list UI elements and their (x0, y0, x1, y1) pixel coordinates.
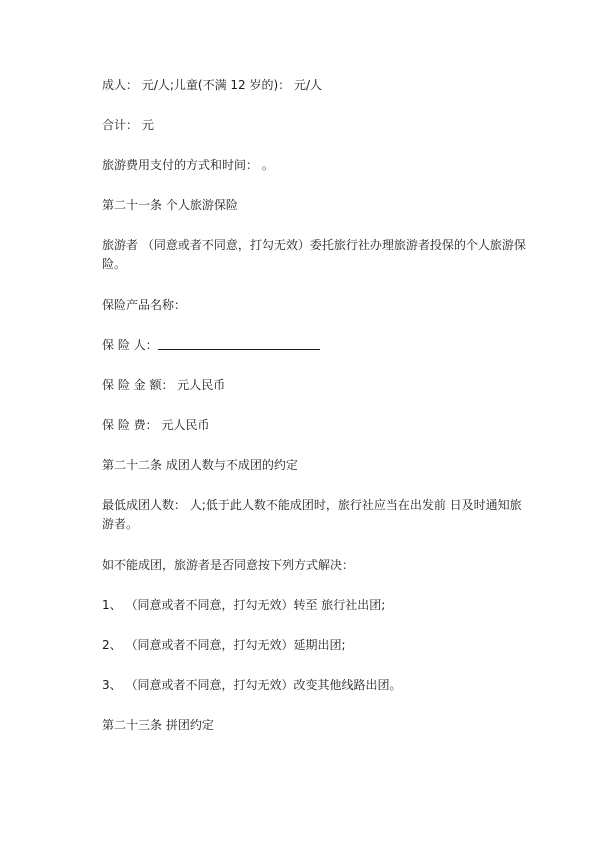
insurer-blank (158, 337, 320, 350)
article-21-heading: 第二十一条 个人旅游保险 (102, 198, 238, 212)
option-1-line: 1、 （同意或者不同意，打勾无效）转至 旅行社出团; (102, 598, 386, 612)
option-3-line: 3、 （同意或者不同意，打勾无效）改变其他线路出团。 (102, 678, 402, 692)
insurance-consent-paragraph: 旅游者 （同意或者不同意，打勾无效）委托旅行社办理旅游者投保的个人旅游保险。 (102, 238, 526, 271)
group-failure-options-intro: 如不能成团，旅游者是否同意按下列方式解决： (102, 558, 355, 572)
minimum-group-size-paragraph: 最低成团人数： 人;低于此人数不能成团时，旅行社应当在出发前 日及时通知旅游者。 (102, 498, 522, 531)
article-22-heading: 第二十二条 成团人数与不成团的约定 (102, 458, 298, 472)
insurer-line (102, 336, 320, 355)
adult-child-price-line: 成人： 元/人;儿童(不满 12 岁的)： 元/人 (102, 78, 323, 92)
total-line: 合计： 元 (102, 118, 154, 132)
insured-amount-line: 保 险 金 额： 元人民币 (102, 378, 226, 392)
insurer-label: 保 险 人： (102, 338, 158, 352)
payment-method-line: 旅游费用支付的方式和时间： 。 (102, 158, 274, 172)
insurance-product-name-line: 保险产品名称： (102, 298, 187, 312)
article-23-heading: 第二十三条 拼团约定 (102, 718, 214, 732)
premium-line: 保 险 费： 元人民币 (102, 418, 210, 432)
option-2-line: 2、 （同意或者不同意，打勾无效）延期出团; (102, 638, 346, 652)
